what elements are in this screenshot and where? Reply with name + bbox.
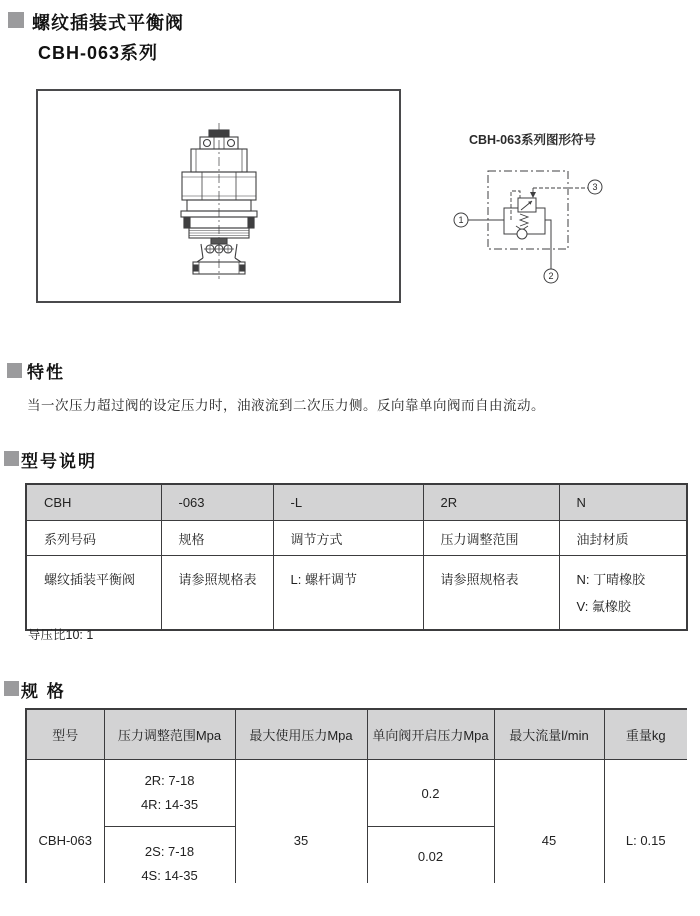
model-desc-cell xyxy=(559,556,687,631)
model-section-heading: 型号说明 xyxy=(21,452,97,471)
model-code-cell: 2R xyxy=(423,484,559,521)
range-line: 2S: 7-18 xyxy=(144,844,195,859)
hydraulic-symbol xyxy=(440,158,625,300)
square-bullet-icon xyxy=(4,681,19,696)
spec-range-cell xyxy=(104,827,235,884)
model-code-cell: N xyxy=(559,484,687,521)
spec-header-cell: 压力调整范围Mpa xyxy=(104,709,235,760)
model-desc-cell: 螺纹插装平衡阀 xyxy=(26,556,161,631)
spec-section-heading: 规 格 xyxy=(21,682,66,701)
spec-header-cell: 单向阀开启压力Mpa xyxy=(367,709,494,760)
model-code-table xyxy=(25,483,688,631)
spec-check-opening-cell: 0.2 xyxy=(367,760,494,827)
features-heading: 特性 xyxy=(27,363,65,382)
model-code-cell: -L xyxy=(273,484,423,521)
seal-option: N: 丁晴橡胶 xyxy=(576,572,646,587)
table-row xyxy=(26,760,687,827)
spec-header-cell: 重量kg xyxy=(604,709,687,760)
model-desc-cell: L: 螺杆调节 xyxy=(273,556,423,631)
spec-max-flow-cell: 45 xyxy=(494,760,604,884)
port-label-3: 3 xyxy=(592,182,598,192)
model-code-cell: -063 xyxy=(161,484,273,521)
square-bullet-icon xyxy=(7,363,22,378)
features-text: 当一次压力超过阀的设定压力时，油液流到二次压力侧。反向靠单向阀而自由流动。 xyxy=(27,398,545,413)
model-label-cell: 压力调整范围 xyxy=(423,521,559,556)
symbol-caption: CBH-063系列图形符号 xyxy=(468,133,597,147)
table-row xyxy=(26,556,687,631)
valve-technical-drawing xyxy=(37,90,401,302)
model-desc-cell: 请参照规格表 xyxy=(423,556,559,631)
table-row xyxy=(26,484,687,521)
port-label-2: 2 xyxy=(548,271,554,281)
square-bullet-icon xyxy=(4,451,19,466)
spec-check-opening-cell: 0.02 xyxy=(367,827,494,884)
range-line: 4S: 14-35 xyxy=(141,868,198,883)
table-row xyxy=(26,521,687,556)
spec-weight-cell: L: 0.15 xyxy=(604,760,687,884)
spec-table xyxy=(25,708,687,883)
spec-max-pressure-cell: 35 xyxy=(235,760,367,884)
page-title: 螺纹插装式平衡阀 xyxy=(32,13,184,33)
square-bullet-icon xyxy=(8,12,24,28)
table-header-row xyxy=(26,709,687,760)
spec-header-cell: 最大流量l/min xyxy=(494,709,604,760)
spec-header-cell: 型号 xyxy=(26,709,104,760)
model-label-cell: 规格 xyxy=(161,521,273,556)
model-desc-cell: 请参照规格表 xyxy=(161,556,273,631)
pilot-ratio-note: 导压比10: 1 xyxy=(28,628,94,642)
model-label-cell: 油封材质 xyxy=(559,521,687,556)
page-subtitle: CBH-063系列 xyxy=(38,43,159,63)
spec-model-cell: CBH-063 xyxy=(26,760,104,884)
range-line: 4R: 14-35 xyxy=(140,797,199,812)
seal-option: V: 氟橡胶 xyxy=(576,599,631,614)
range-line: 2R: 7-18 xyxy=(144,773,195,788)
spec-header-cell: 最大使用压力Mpa xyxy=(235,709,367,760)
model-label-cell: 调节方式 xyxy=(273,521,423,556)
spec-table-clip xyxy=(25,708,687,883)
model-code-cell: CBH xyxy=(26,484,161,521)
spec-range-cell xyxy=(104,760,235,827)
port-label-1: 1 xyxy=(458,215,464,225)
model-label-cell: 系列号码 xyxy=(26,521,161,556)
